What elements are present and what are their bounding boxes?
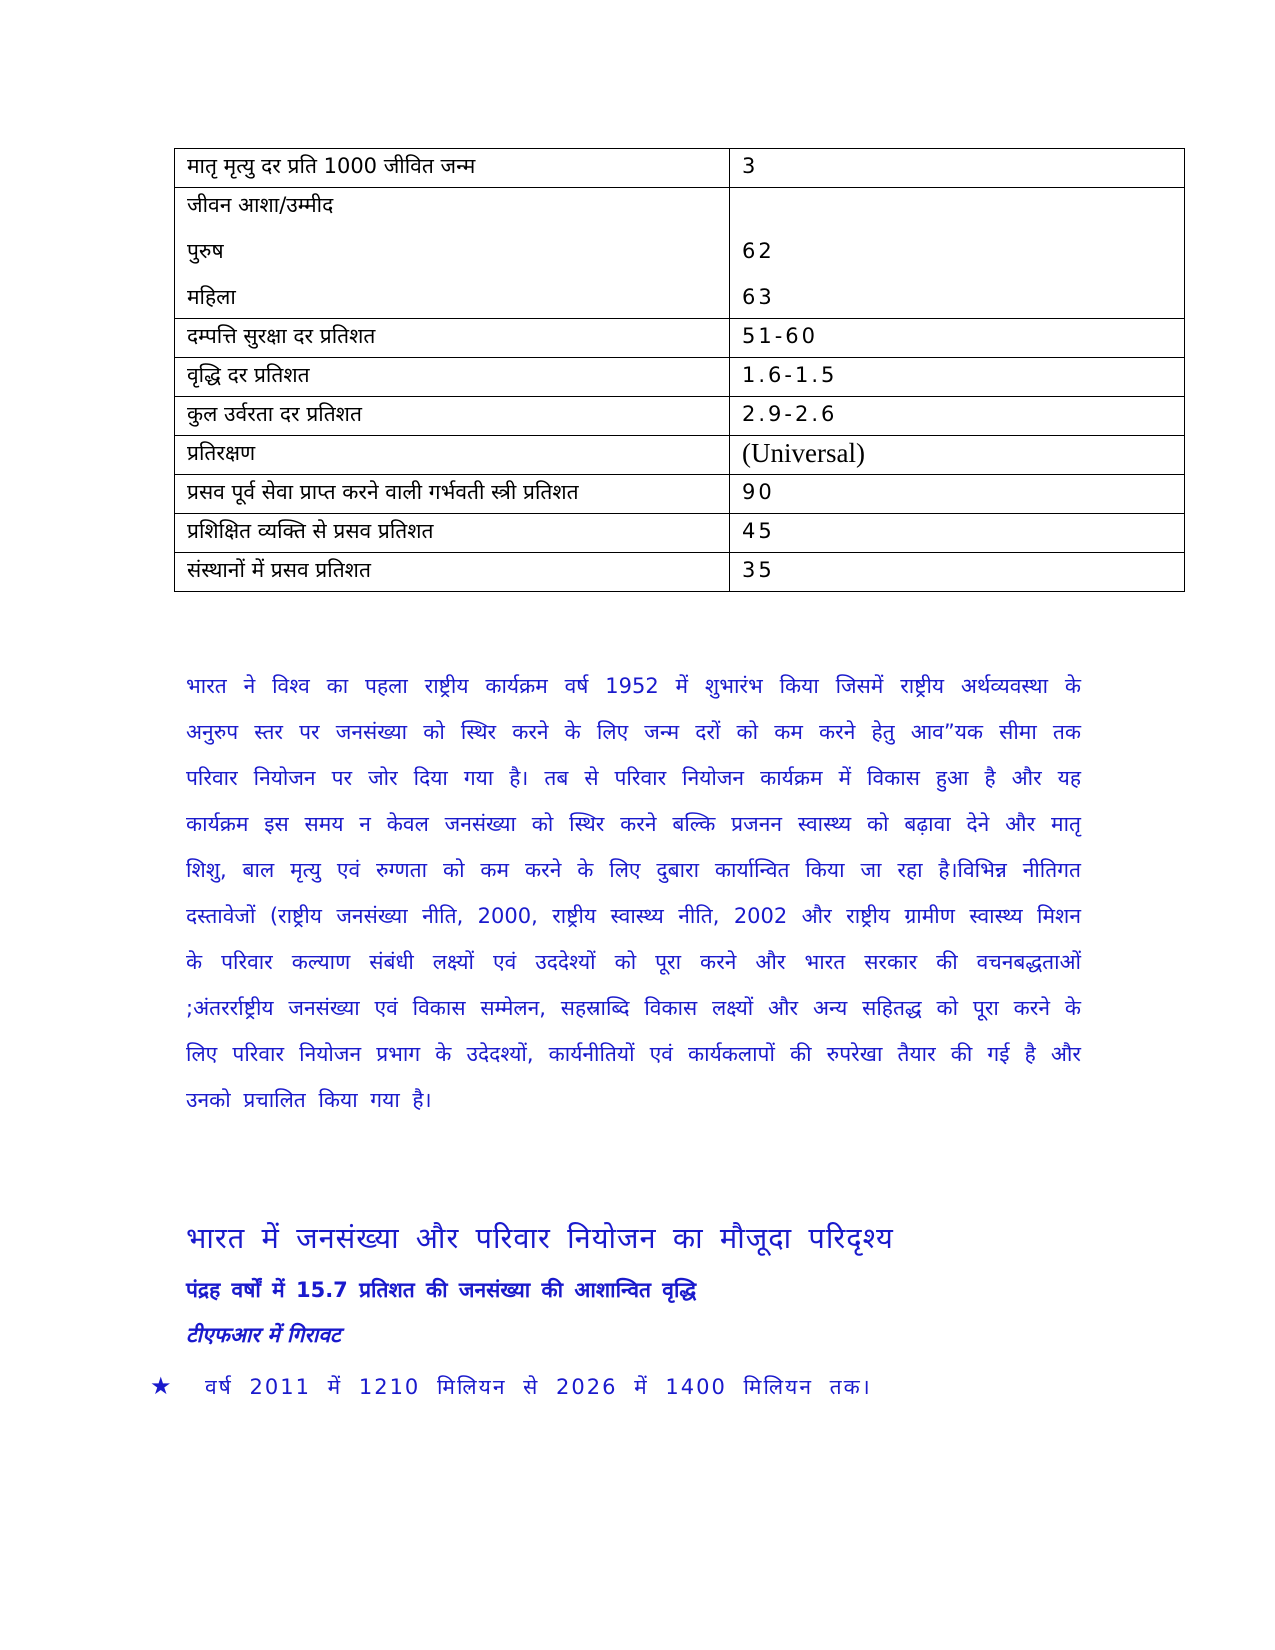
table-cell-label: वृद्धि दर प्रतिशत [175, 358, 730, 397]
table-cell-label: प्रतिरक्षण [175, 436, 730, 475]
table-cell-value: (Universal) [730, 436, 1185, 475]
body-paragraph: भारत ने विश्व का पहला राष्ट्रीय कार्यक्रम वर्ष 1952 में शुभारंभ किया जिसमें राष्ट्रीय अर्थव्यवस्था के अनुरुप स्तर पर जनसंख्या को स्थिर करने के लिए जन्म दरों को कम करने हेतु आव”यक सीमा तक परिवार नियोजन पर जोर दिया गया है। तब से परिवार नियोजन कार्यक्रम में विकास हुआ है और यह कार्यक्रम इस समय न केवल जनसंख्या को स्थिर करने बल्कि प्रजनन स्वास्थ्य को बढ़ावा देने और मातृ शिशु, बाल मृत्यु एवं रुग्णता को कम करने के लिए दुबारा कार्यान्वित किया जा रहा है।विभिन्न नीतिगत दस्तावेजों (राष्ट्रीय जनसंख्या नीति, 2000, राष्ट्रीय स्वास्थ्य नीति, 2002 और राष्ट्रीय ग्रामीण स्वास्थ्य मिशन के परिवार कल्याण संबंधी लक्ष्यों एवं उददेश्यों को पूरा करने और भारत सरकार की वचनबद्धताओं ;अंतरर्राष्ट्रीय जनसंख्या एवं विकास सम्मेलन, सहस्राब्दि विकास लक्ष्यों और अन्य सहितद्ध को पूरा करने के लिए परिवार नियोजन प्रभाग के उदेदश्यों, कार्यनीतियों एवं कार्यकलापों की रुपरेखा तैयार की गई है और उनको प्रचालित किया गया है। [186, 674, 1081, 1112]
life-expectancy-label: जीवन आशा/उम्मीद [187, 193, 334, 217]
table-cell-value: 1.6-1.5 [730, 358, 1185, 397]
female-value: 63 [742, 285, 775, 309]
female-label: महिला [187, 285, 236, 309]
bullet-text: वर्ष 2011 में 1210 मिलियन से 2026 में 1400 मिलियन तक। [205, 1375, 872, 1399]
male-label: पुरुष [187, 239, 224, 263]
table-cell-label: मातृ मृत्यु दर प्रति 1000 जीवित जन्म [175, 149, 730, 188]
table-cell-label: प्रसव पूर्व सेवा प्राप्त करने वाली गर्भवती स्त्री प्रतिशत [175, 475, 730, 514]
table-row [175, 358, 1185, 397]
table-cell-value: 90 [730, 475, 1185, 514]
table-cell-value: 35 [730, 553, 1185, 592]
table-cell-value [730, 188, 1185, 319]
table-cell-value: 2.9-2.6 [730, 397, 1185, 436]
table-cell-label: कुल उर्वरता दर प्रतिशत [175, 397, 730, 436]
table-cell-value: 51-60 [730, 319, 1185, 358]
table-row [175, 475, 1185, 514]
table-cell-value: 45 [730, 514, 1185, 553]
table-row [175, 149, 1185, 188]
male-value: 62 [742, 239, 775, 263]
section-heading: भारत में जनसंख्या और परिवार नियोजन का मौजूदा परिदृश्य [186, 1221, 894, 1255]
table-row [175, 436, 1185, 475]
table-row [175, 397, 1185, 436]
star-icon: ★ [150, 1372, 174, 1400]
table-cell-value: 3 [730, 149, 1185, 188]
table-cell-label: दम्पत्ति सुरक्षा दर प्रतिशत [175, 319, 730, 358]
table-cell-label: संस्थानों में प्रसव प्रतिशत [175, 553, 730, 592]
table-cell-label [175, 188, 730, 319]
subheading-growth: पंद्रह वर्षों में 15.7 प्रतिशत की जनसंख्या की आशान्वित वृद्धि [186, 1278, 697, 1302]
table-cell-label: प्रशिक्षित व्यक्ति से प्रसव प्रतिशत [175, 514, 730, 553]
table-row [175, 319, 1185, 358]
table-row [175, 514, 1185, 553]
table-row [175, 188, 1185, 319]
subheading-tfr: टीएफआर में गिरावट [186, 1323, 341, 1347]
bullet-item [150, 1372, 872, 1401]
data-table [174, 148, 1185, 592]
life-expectancy-value [742, 192, 1172, 238]
table-row [175, 553, 1185, 592]
